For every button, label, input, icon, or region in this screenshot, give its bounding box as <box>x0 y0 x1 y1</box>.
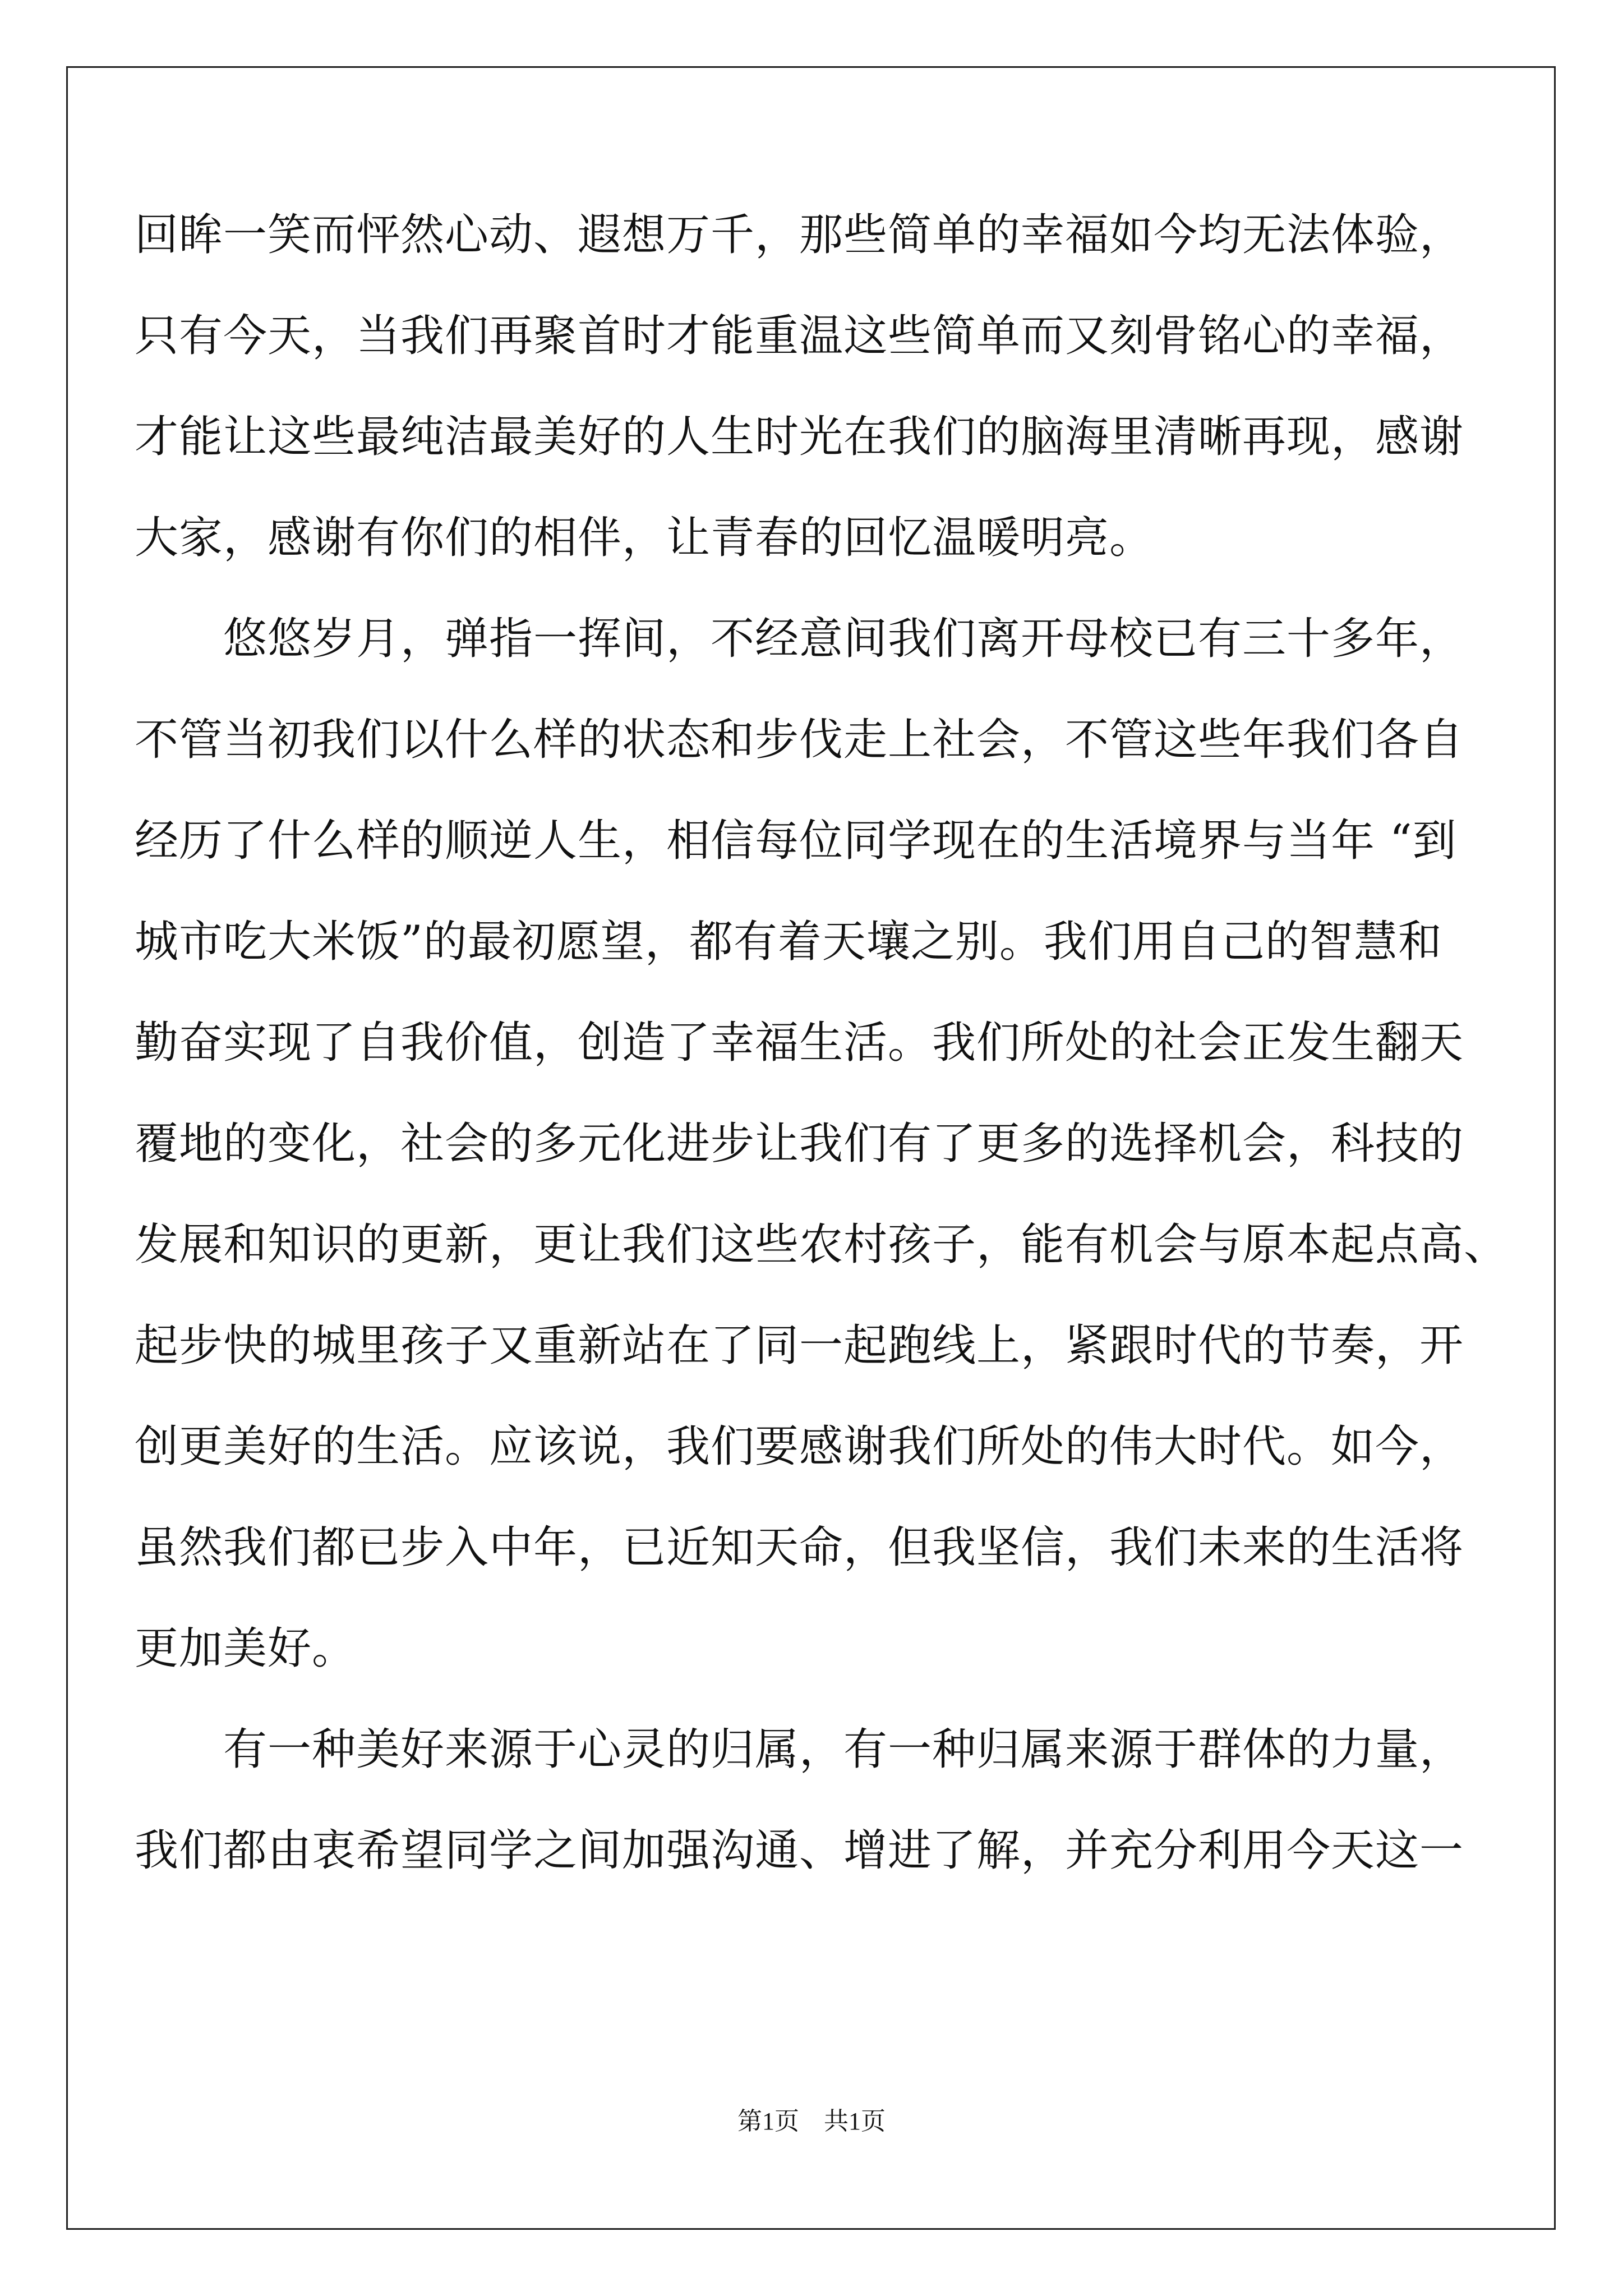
text-line: 城市吃大米饭”的最初愿望，都有着天壤之别。我们用自己的智慧和 <box>135 917 1442 967</box>
text-line: 回眸一笑而怦然心动、遐想万千，那些简单的幸福如今均无法体验， <box>135 210 1464 260</box>
text-line: 起步快的城里孩子又重新站在了同一起跑线上，紧跟时代的节奏，开 <box>135 1320 1464 1371</box>
text-line: 才能让这些最纯洁最美好的人生时光在我们的脑海里清晰再现，感谢 <box>135 412 1464 462</box>
text-line: 我们都由衷希望同学之间加强沟通、增进了解，并充分利用今天这一 <box>135 1825 1464 1876</box>
text-line: 不管当初我们以什么样的状态和步伐走上社会，不管这些年我们各自 <box>135 715 1464 765</box>
text-line: 更加美好。 <box>135 1623 357 1674</box>
text-line: 只有今天，当我们再聚首时才能重温这些简单而又刻骨铭心的幸福， <box>135 311 1464 361</box>
text-line: 经历了什么样的顺逆人生，相信每位同学现在的生活境界与当年 “到 <box>135 816 1457 866</box>
text-line: 大家，感谢有你们的相伴，让青春的回忆温暖明亮。 <box>135 513 1154 563</box>
text-line: 勤奋实现了自我价值，创造了幸福生活。我们所处的社会正发生翻天 <box>135 1018 1464 1068</box>
text-line: 悠悠岁月，弹指一挥间，不经意间我们离开母校已有三十多年， <box>135 614 1464 664</box>
text-line: 覆地的变化，社会的多元化进步让我们有了更多的选择机会，科技的 <box>135 1119 1464 1169</box>
text-line: 有一种美好来源于心灵的归属，有一种归属来源于群体的力量， <box>135 1724 1464 1775</box>
page-number-footer: 第1页 共1页 <box>737 2108 886 2135</box>
text-line: 发展和知识的更新，更让我们这些农村孩子，能有机会与原本起点高、 <box>135 1220 1509 1270</box>
text-line: 创更美好的生活。应该说，我们要感谢我们所处的伟大时代。如今， <box>135 1421 1464 1472</box>
text-line: 虽然我们都已步入中年，已近知天命，但我坚信，我们未来的生活将 <box>135 1522 1464 1573</box>
